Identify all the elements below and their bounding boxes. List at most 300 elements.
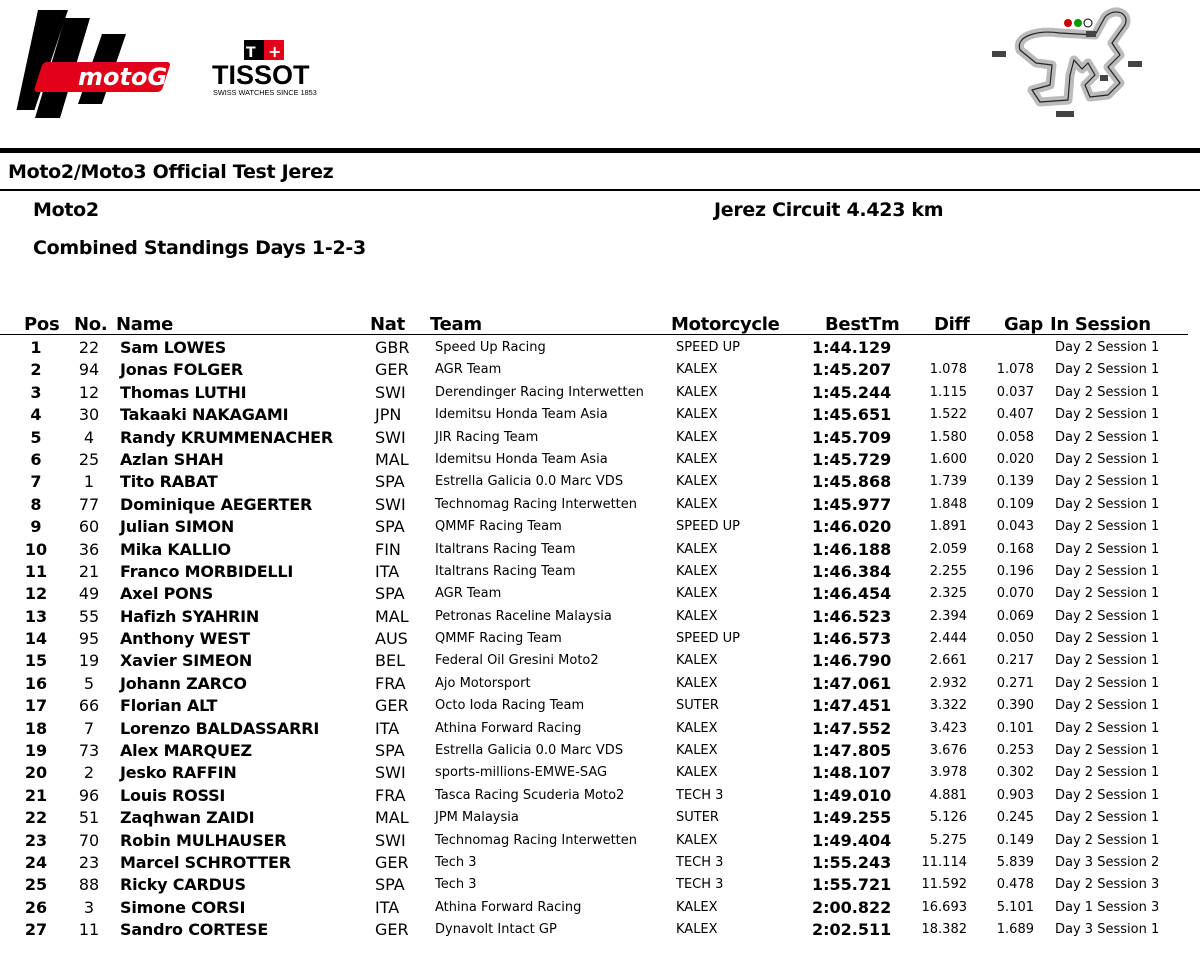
rider-name-cell: Johann ZARCO: [120, 673, 247, 693]
diff-cell: 1.580: [929, 429, 967, 445]
nationality-cell: MAL: [375, 808, 409, 828]
rider-number-cell: 5: [83, 673, 95, 693]
best-time-cell: 1:44.129: [812, 338, 892, 357]
table-row: [0, 850, 1200, 872]
rider-name-cell: Alex MARQUEZ: [120, 741, 252, 761]
nationality-cell: SPA: [375, 472, 405, 492]
nationality-cell: SWI: [375, 494, 406, 514]
diff-cell: 2.394: [929, 608, 967, 624]
rider-number-cell: 3: [83, 897, 95, 917]
rider-number-cell: 25: [78, 449, 100, 469]
best-time-cell: 1:48.107: [812, 763, 892, 783]
in-session-cell: Day 2 Session 1: [1055, 407, 1160, 423]
position-cell: 17: [24, 696, 48, 716]
col-header-nat: Nat: [370, 314, 405, 335]
diff-cell: 1.891: [929, 519, 967, 535]
nationality-cell: SPA: [375, 875, 405, 895]
rider-name-cell: Mika KALLIO: [120, 539, 231, 559]
in-session-cell: Day 3 Session 1: [1055, 922, 1160, 938]
rider-name-cell: Randy KRUMMENACHER: [120, 427, 334, 447]
team-cell: Athina Forward Racing: [435, 720, 582, 736]
gap-cell: 0.139: [996, 474, 1034, 490]
svg-text:+: +: [268, 42, 282, 61]
motogp-logo-text: motoGP: [78, 63, 185, 91]
motorcycle-cell: KALEX: [676, 407, 718, 423]
position-cell: 21: [24, 785, 48, 805]
best-time-cell: 1:46.573: [812, 629, 892, 649]
position-cell: 25: [24, 875, 48, 895]
motorcycle-cell: KALEX: [676, 362, 718, 378]
position-cell: 2: [30, 360, 42, 380]
rider-number-cell: 2: [83, 763, 95, 783]
table-row: [0, 357, 1200, 379]
col-header-in-session: In Session: [1050, 314, 1151, 335]
team-cell: Ajo Motorsport: [435, 675, 531, 691]
diff-cell: 4.881: [929, 787, 967, 803]
table-row: [0, 895, 1200, 917]
gap-cell: 0.390: [996, 698, 1034, 714]
best-time-cell: 1:46.454: [812, 584, 892, 604]
position-cell: 6: [30, 449, 42, 469]
table-row: [0, 402, 1200, 424]
motorcycle-cell: KALEX: [676, 743, 718, 759]
in-session-cell: Day 2 Session 1: [1055, 787, 1160, 803]
motorcycle-cell: KALEX: [676, 541, 718, 557]
best-time-cell: 1:45.207: [812, 360, 892, 380]
motorcycle-cell: KALEX: [676, 765, 718, 781]
position-cell: 19: [24, 741, 48, 761]
rider-name-cell: Florian ALT: [120, 696, 218, 716]
motorcycle-cell: TECH 3: [676, 854, 724, 870]
rider-number-cell: 51: [78, 808, 100, 828]
best-time-cell: 1:47.805: [812, 741, 892, 761]
best-time-cell: 1:46.384: [812, 561, 892, 581]
in-session-cell: Day 2 Session 1: [1055, 586, 1160, 602]
best-time-cell: 1:49.010: [812, 785, 892, 805]
nationality-cell: GER: [375, 920, 409, 940]
motorcycle-cell: SUTER: [676, 698, 719, 714]
rider-number-cell: 73: [78, 741, 100, 761]
rider-number-cell: 30: [78, 405, 100, 425]
motorcycle-cell: TECH 3: [676, 877, 724, 893]
rider-number-cell: 88: [78, 875, 100, 895]
diff-cell: 2.661: [929, 653, 967, 669]
best-time-cell: 1:49.255: [812, 808, 892, 828]
diff-cell: 3.978: [929, 765, 967, 781]
gap-cell: 0.149: [996, 832, 1034, 848]
nationality-cell: SPA: [375, 584, 405, 604]
gap-cell: 0.903: [996, 787, 1034, 803]
rider-number-cell: 95: [78, 629, 100, 649]
diff-cell: 18.382: [921, 922, 967, 938]
rider-name-cell: Louis ROSSI: [120, 785, 226, 805]
in-session-cell: Day 2 Session 1: [1055, 541, 1160, 557]
nationality-cell: AUS: [375, 629, 408, 649]
gap-cell: 0.058: [996, 429, 1034, 445]
table-row: [0, 828, 1200, 850]
position-cell: 15: [24, 651, 48, 671]
table-row: [0, 671, 1200, 693]
motorcycle-cell: KALEX: [676, 675, 718, 691]
rider-number-cell: 4: [83, 427, 95, 447]
gap-cell: 0.217: [996, 653, 1034, 669]
gap-cell: 0.271: [996, 675, 1034, 691]
team-cell: Estrella Galicia 0.0 Marc VDS: [435, 743, 624, 759]
diff-cell: 2.255: [929, 563, 967, 579]
gap-cell: 0.069: [996, 608, 1034, 624]
team-cell: Athina Forward Racing: [435, 899, 582, 915]
rider-number-cell: 55: [78, 606, 100, 626]
nationality-cell: GBR: [375, 338, 410, 357]
table-row: [0, 805, 1200, 827]
in-session-cell: Day 2 Session 1: [1055, 675, 1160, 691]
gap-cell: 1.078: [996, 362, 1034, 378]
table-row: [0, 648, 1200, 670]
table-row: [0, 425, 1200, 447]
position-cell: 9: [30, 517, 42, 537]
nationality-cell: SWI: [375, 830, 406, 850]
diff-cell: 2.444: [929, 631, 967, 647]
motorcycle-cell: KALEX: [676, 608, 718, 624]
table-row: [0, 447, 1200, 469]
motogp-logo-icon: [10, 10, 195, 118]
nationality-cell: SWI: [375, 427, 406, 447]
gap-cell: 0.043: [996, 519, 1034, 535]
table-row: [0, 760, 1200, 782]
diff-cell: 16.693: [921, 899, 967, 915]
diff-cell: 2.325: [929, 586, 967, 602]
team-cell: JPM Malaysia: [435, 810, 519, 826]
gap-cell: 0.245: [996, 810, 1034, 826]
in-session-cell: Day 2 Session 1: [1055, 384, 1160, 400]
team-cell: sports-millions-EMWE-SAG: [435, 765, 608, 781]
tissot-wordmark: TISSOT: [212, 60, 310, 90]
in-session-cell: Day 2 Session 1: [1055, 765, 1160, 781]
team-cell: Octo Ioda Racing Team: [435, 698, 585, 714]
motorcycle-cell: KALEX: [676, 832, 718, 848]
rider-name-cell: Marcel SCHROTTER: [120, 852, 291, 872]
position-cell: 10: [24, 539, 48, 559]
table-row: [0, 469, 1200, 491]
gap-cell: 0.253: [996, 743, 1034, 759]
in-session-cell: Day 2 Session 1: [1055, 698, 1160, 714]
best-time-cell: 1:55.721: [812, 875, 892, 895]
diff-cell: 3.676: [929, 743, 967, 759]
rider-name-cell: Julian SIMON: [120, 517, 235, 537]
in-session-cell: Day 2 Session 1: [1055, 362, 1160, 378]
table-row: [0, 783, 1200, 805]
team-cell: JIR Racing Team: [435, 429, 539, 445]
rider-number-cell: 96: [78, 785, 100, 805]
class-title: Moto2: [33, 199, 99, 221]
header-divider: [0, 148, 1200, 153]
best-time-cell: 1:47.451: [812, 696, 892, 716]
results-table: [0, 313, 1200, 940]
in-session-cell: Day 2 Session 1: [1055, 474, 1160, 490]
best-time-cell: 1:47.061: [812, 673, 892, 693]
nationality-cell: BEL: [375, 651, 405, 671]
best-time-cell: 1:47.552: [812, 718, 892, 738]
col-header-best-time: BestTm: [825, 314, 900, 335]
motorcycle-cell: KALEX: [676, 720, 718, 736]
in-session-cell: Day 2 Session 1: [1055, 743, 1160, 759]
best-time-cell: 1:45.977: [812, 494, 892, 514]
diff-cell: 2.059: [929, 541, 967, 557]
results-header-row: [0, 313, 1188, 335]
nationality-cell: MAL: [375, 449, 409, 469]
table-row: [0, 537, 1200, 559]
in-session-cell: Day 2 Session 3: [1055, 877, 1160, 893]
table-row: [0, 872, 1200, 894]
rider-name-cell: Sandro CORTESE: [120, 920, 269, 940]
rider-number-cell: 19: [78, 651, 100, 671]
diff-cell: 11.592: [921, 877, 967, 893]
in-session-cell: Day 2 Session 1: [1055, 451, 1160, 467]
motorcycle-cell: KALEX: [676, 899, 718, 915]
position-cell: 11: [24, 561, 48, 581]
in-session-cell: Day 2 Session 1: [1055, 810, 1160, 826]
team-cell: Italtrans Racing Team: [435, 541, 576, 557]
team-cell: QMMF Racing Team: [435, 519, 562, 535]
best-time-cell: 1:49.404: [812, 830, 892, 850]
rider-number-cell: 23: [78, 852, 100, 872]
tissot-logo-icon: [210, 40, 325, 100]
rider-number-cell: 60: [78, 517, 100, 537]
col-header-name: Name: [116, 314, 173, 335]
best-time-cell: 1:45.709: [812, 427, 892, 447]
rider-number-cell: 21: [78, 561, 100, 581]
best-time-cell: 1:45.868: [812, 472, 892, 492]
in-session-cell: Day 2 Session 1: [1055, 653, 1160, 669]
nationality-cell: SWI: [375, 382, 406, 402]
team-cell: Derendinger Racing Interwetten: [435, 384, 644, 400]
motorcycle-cell: KALEX: [676, 496, 718, 512]
nationality-cell: GER: [375, 360, 409, 380]
results-body: [0, 335, 1200, 940]
team-cell: Technomag Racing Interwetten: [435, 496, 637, 512]
best-time-cell: 1:45.244: [812, 382, 892, 402]
rider-name-cell: Tito RABAT: [120, 472, 218, 492]
team-cell: Tech 3: [435, 854, 477, 870]
team-cell: Speed Up Racing: [435, 340, 546, 355]
team-cell: Italtrans Racing Team: [435, 563, 576, 579]
diff-cell: 1.739: [929, 474, 967, 490]
table-row: [0, 559, 1200, 581]
col-header-diff: Diff: [934, 314, 970, 335]
position-cell: 1: [30, 338, 42, 357]
nationality-cell: SPA: [375, 741, 405, 761]
col-header-motorcycle: Motorcycle: [671, 314, 780, 335]
in-session-cell: Day 3 Session 2: [1055, 854, 1160, 870]
team-cell: Technomag Racing Interwetten: [435, 832, 637, 848]
gap-cell: 5.839: [996, 854, 1034, 870]
best-time-cell: 1:46.523: [812, 606, 892, 626]
motorcycle-cell: KALEX: [676, 653, 718, 669]
rider-number-cell: 12: [78, 382, 100, 402]
team-cell: QMMF Racing Team: [435, 631, 562, 647]
table-row: [0, 514, 1200, 536]
nationality-cell: GER: [375, 852, 409, 872]
rider-number-cell: 66: [78, 696, 100, 716]
nationality-cell: GER: [375, 696, 409, 716]
rider-name-cell: Thomas LUTHI: [120, 382, 247, 402]
diff-cell: 5.275: [929, 832, 967, 848]
team-cell: Tech 3: [435, 877, 477, 893]
position-cell: 14: [24, 629, 48, 649]
diff-cell: 11.114: [921, 854, 967, 870]
rider-name-cell: Xavier SIMEON: [120, 651, 253, 671]
rider-name-cell: Takaaki NAKAGAMI: [120, 405, 289, 425]
table-row: [0, 716, 1200, 738]
best-time-cell: 1:45.651: [812, 405, 892, 425]
rider-name-cell: Zaqhwan ZAIDI: [120, 808, 255, 828]
table-row: [0, 738, 1200, 760]
best-time-cell: 1:55.243: [812, 852, 892, 872]
gap-cell: 0.101: [996, 720, 1034, 736]
position-cell: 26: [24, 897, 48, 917]
col-header-team: Team: [430, 314, 482, 335]
team-cell: AGR Team: [435, 586, 502, 602]
table-row: [0, 604, 1200, 626]
table-row: [0, 335, 1200, 357]
position-cell: 22: [24, 808, 48, 828]
position-cell: 5: [30, 427, 42, 447]
in-session-cell: Day 2 Session 1: [1055, 429, 1160, 445]
rider-name-cell: Lorenzo BALDASSARRI: [120, 718, 320, 738]
svg-text:T: T: [246, 45, 256, 61]
diff-cell: 1.522: [929, 407, 967, 423]
rider-name-cell: Simone CORSI: [120, 897, 246, 917]
col-header-no: No.: [74, 314, 108, 335]
nationality-cell: ITA: [375, 897, 400, 917]
diff-cell: 1.848: [929, 496, 967, 512]
motorcycle-cell: KALEX: [676, 451, 718, 467]
position-cell: 18: [24, 718, 48, 738]
team-cell: Idemitsu Honda Team Asia: [435, 407, 608, 423]
rider-name-cell: Azlan SHAH: [120, 449, 224, 469]
motorcycle-cell: TECH 3: [676, 787, 724, 803]
team-cell: Tasca Racing Scuderia Moto2: [435, 787, 625, 803]
best-time-cell: 1:46.020: [812, 517, 892, 537]
position-cell: 8: [30, 494, 42, 514]
rider-name-cell: Dominique AEGERTER: [120, 494, 313, 514]
rider-name-cell: Sam LOWES: [120, 338, 227, 357]
motorcycle-cell: KALEX: [676, 474, 718, 490]
nationality-cell: JPN: [375, 405, 402, 425]
table-row: [0, 693, 1200, 715]
gap-cell: 0.070: [996, 586, 1034, 602]
motorcycle-cell: KALEX: [676, 384, 718, 400]
nationality-cell: FIN: [375, 539, 401, 559]
team-cell: Federal Oil Gresini Moto2: [435, 653, 599, 669]
best-time-cell: 1:46.790: [812, 651, 892, 671]
position-cell: 7: [30, 472, 42, 492]
position-cell: 13: [24, 606, 48, 626]
gap-cell: 0.302: [996, 765, 1034, 781]
table-row: [0, 380, 1200, 402]
motorcycle-cell: KALEX: [676, 922, 718, 938]
rider-name-cell: Ricky CARDUS: [120, 875, 246, 895]
jerez-track-map-icon: [990, 5, 1150, 120]
nationality-cell: FRA: [375, 673, 406, 693]
nationality-cell: SWI: [375, 763, 406, 783]
nationality-cell: SPA: [375, 517, 405, 537]
gap-cell: 1.689: [996, 922, 1034, 938]
gap-cell: 0.037: [996, 384, 1034, 400]
rider-name-cell: Robin MULHAUSER: [120, 830, 287, 850]
table-row: [0, 492, 1200, 514]
motorcycle-cell: KALEX: [676, 563, 718, 579]
team-cell: Dynavolt Intact GP: [435, 922, 557, 938]
nationality-cell: ITA: [375, 561, 400, 581]
col-header-pos: Pos: [24, 314, 60, 335]
rider-number-cell: 77: [78, 494, 100, 514]
motorcycle-cell: SPEED UP: [676, 340, 741, 355]
nationality-cell: FRA: [375, 785, 406, 805]
team-cell: Estrella Galicia 0.0 Marc VDS: [435, 474, 624, 490]
gap-cell: 0.196: [996, 563, 1034, 579]
nationality-cell: ITA: [375, 718, 400, 738]
motorcycle-cell: SPEED UP: [676, 519, 741, 535]
diff-cell: 1.078: [929, 362, 967, 378]
in-session-cell: Day 2 Session 1: [1055, 720, 1160, 736]
diff-cell: 2.932: [929, 675, 967, 691]
rider-number-cell: 94: [78, 360, 100, 380]
standings-title: Combined Standings Days 1-2-3: [33, 237, 366, 259]
rider-name-cell: Jonas FOLGER: [120, 360, 243, 380]
title-divider: [0, 189, 1200, 191]
position-cell: 23: [24, 830, 48, 850]
in-session-cell: Day 2 Session 1: [1055, 340, 1160, 355]
in-session-cell: Day 2 Session 1: [1055, 519, 1160, 535]
gap-cell: 0.478: [996, 877, 1034, 893]
position-cell: 16: [24, 673, 48, 693]
col-header-gap: Gap: [1004, 314, 1043, 335]
gap-cell: 0.407: [996, 407, 1034, 423]
event-title: Moto2/Moto3 Official Test Jerez: [8, 161, 334, 183]
in-session-cell: Day 2 Session 1: [1055, 608, 1160, 624]
in-session-cell: Day 2 Session 1: [1055, 563, 1160, 579]
diff-cell: 3.423: [929, 720, 967, 736]
best-time-cell: 1:45.729: [812, 449, 892, 469]
rider-number-cell: 49: [78, 584, 100, 604]
motorcycle-cell: KALEX: [676, 429, 718, 445]
table-row: [0, 917, 1200, 939]
rider-name-cell: Anthony WEST: [120, 629, 250, 649]
team-cell: Idemitsu Honda Team Asia: [435, 451, 608, 467]
diff-cell: 3.322: [929, 698, 967, 714]
table-row: [0, 581, 1200, 603]
in-session-cell: Day 2 Session 1: [1055, 631, 1160, 647]
best-time-cell: 2:00.822: [812, 897, 892, 917]
gap-cell: 5.101: [996, 899, 1034, 915]
position-cell: 4: [30, 405, 42, 425]
motorcycle-cell: KALEX: [676, 586, 718, 602]
rider-name-cell: Axel PONS: [120, 584, 214, 604]
in-session-cell: Day 2 Session 1: [1055, 832, 1160, 848]
rider-number-cell: 22: [78, 338, 100, 357]
in-session-cell: Day 1 Session 3: [1055, 899, 1160, 915]
rider-name-cell: Franco MORBIDELLI: [120, 561, 294, 581]
rider-number-cell: 36: [78, 539, 100, 559]
rider-name-cell: Jesko RAFFIN: [120, 763, 237, 783]
position-cell: 12: [24, 584, 48, 604]
nationality-cell: MAL: [375, 606, 409, 626]
team-cell: AGR Team: [435, 362, 502, 378]
best-time-cell: 2:02.511: [812, 920, 892, 940]
team-cell: Petronas Raceline Malaysia: [435, 608, 612, 624]
position-cell: 27: [24, 920, 48, 940]
